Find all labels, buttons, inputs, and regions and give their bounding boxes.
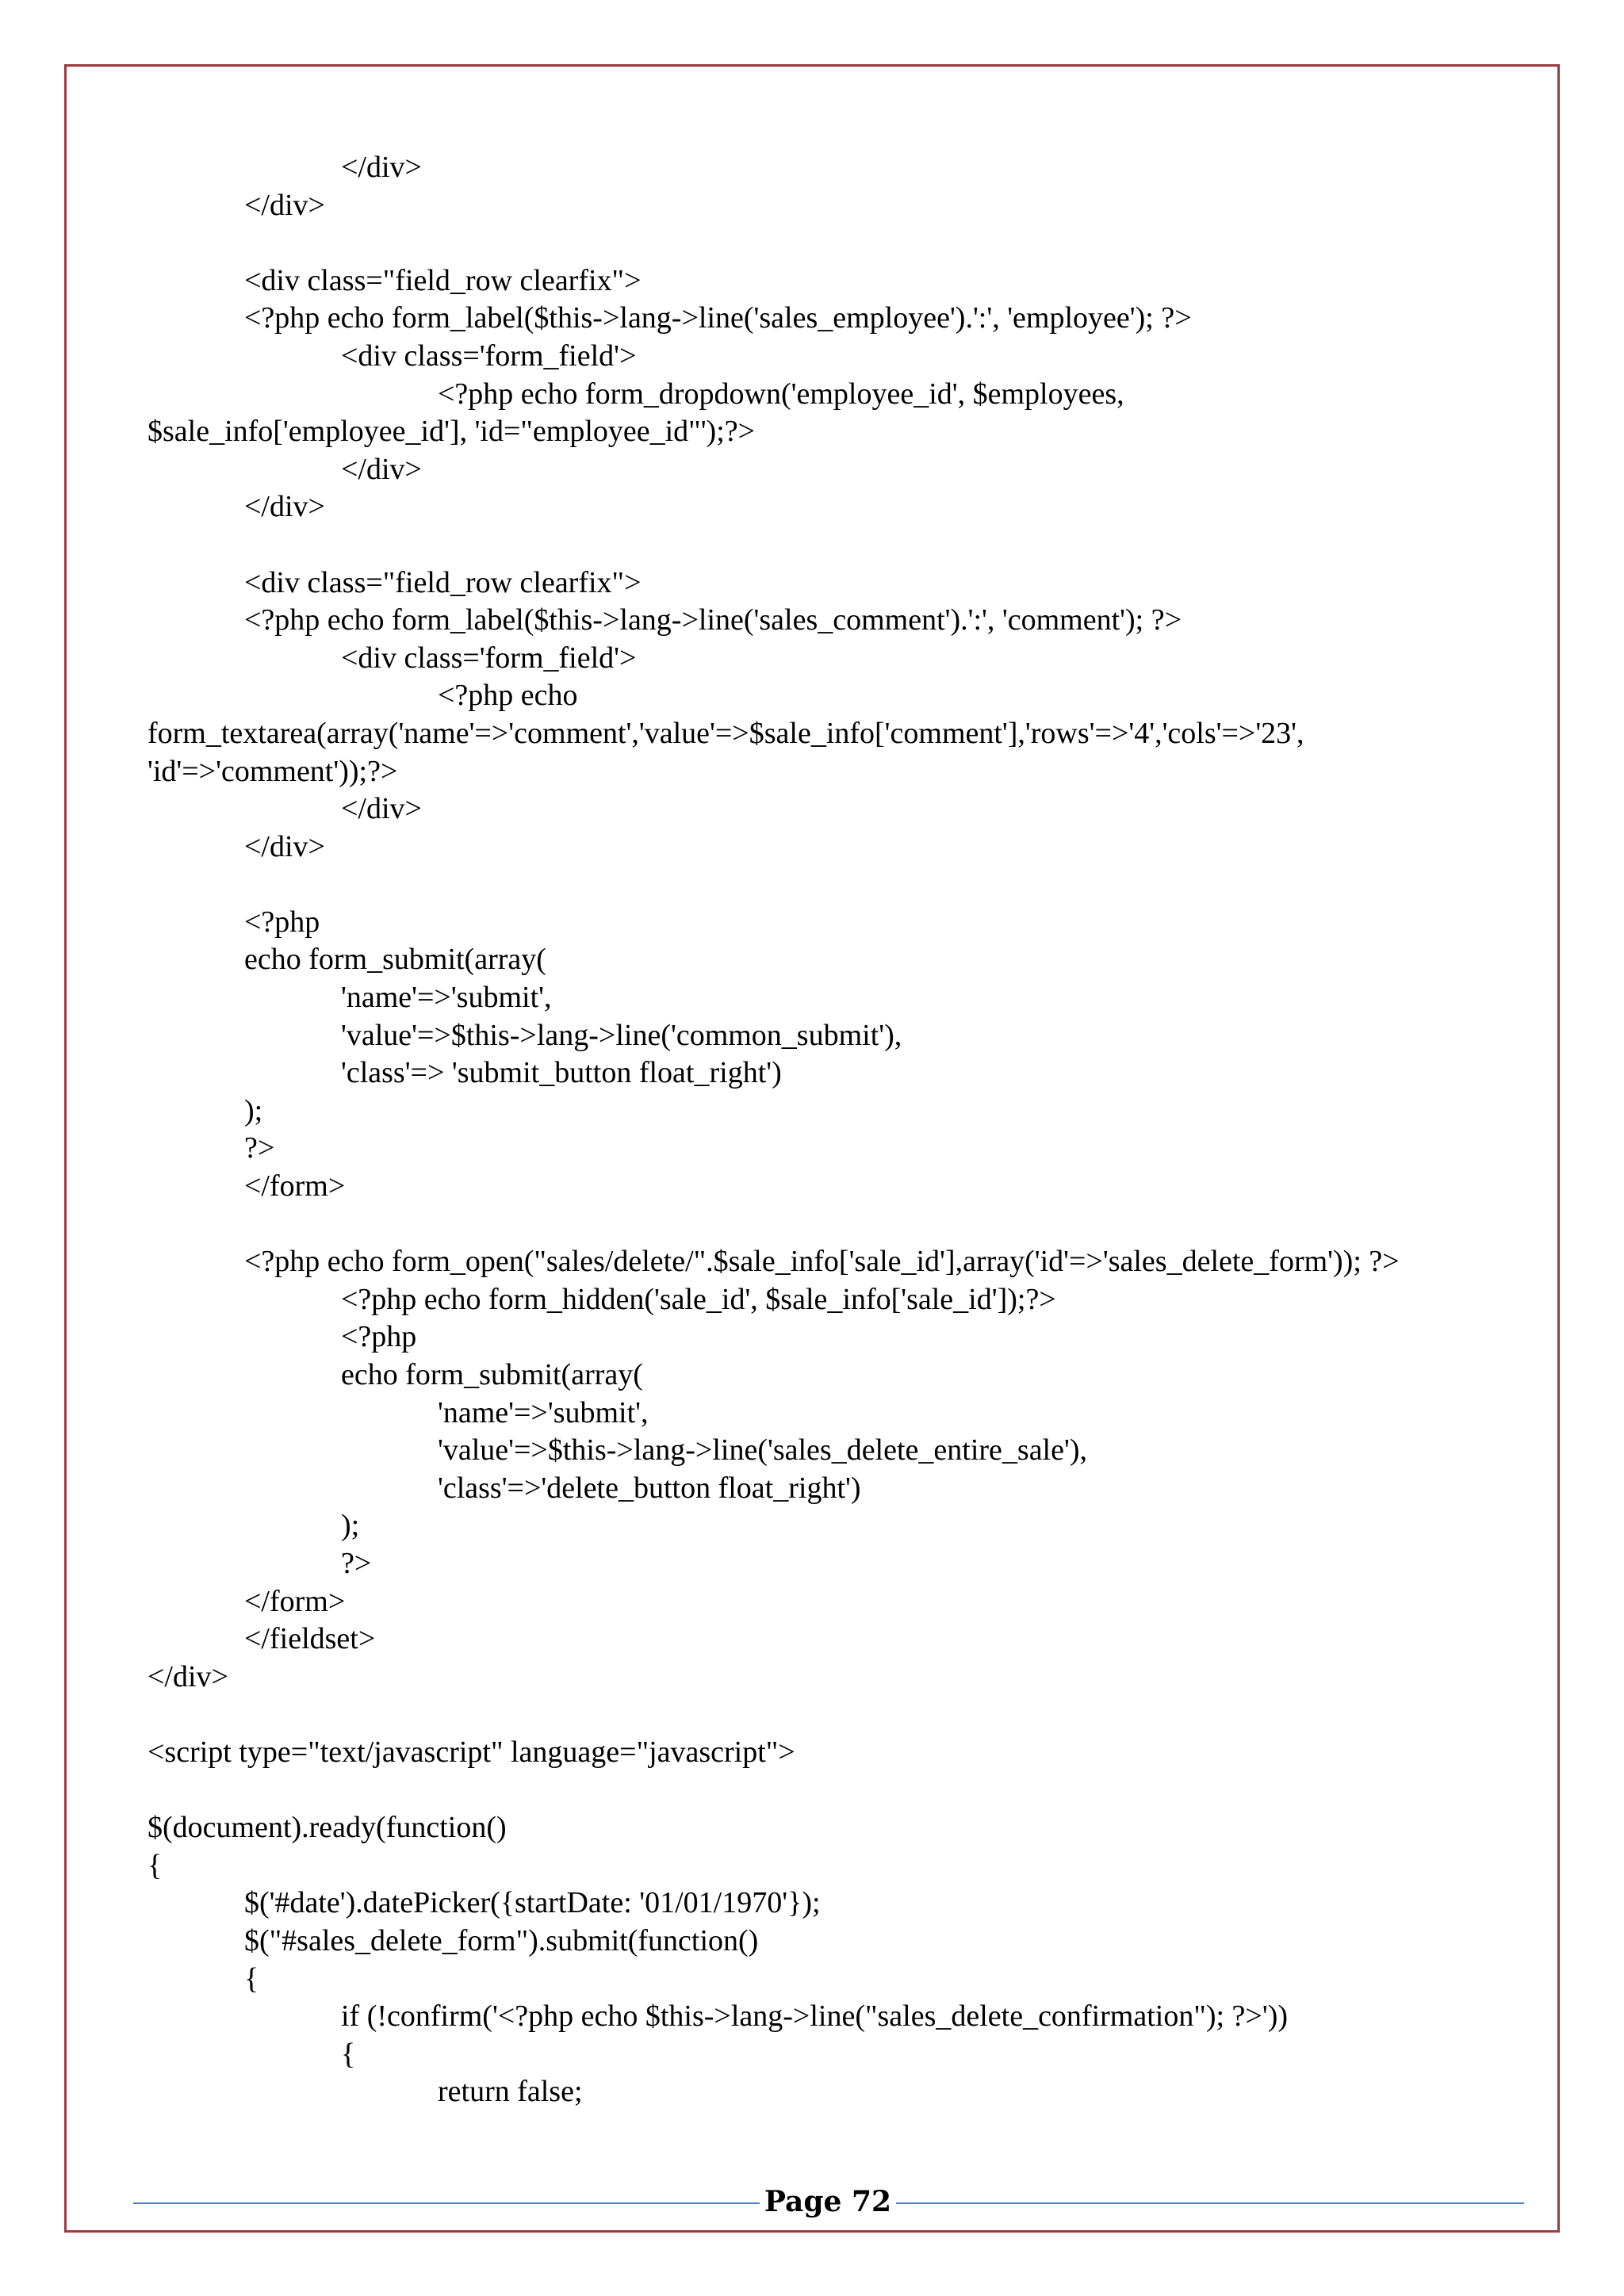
- code-line: [0, 866, 1624, 904]
- code-line-text: </div>: [341, 151, 422, 184]
- code-line: [0, 753, 1624, 791]
- code-line: [0, 1017, 1624, 1055]
- code-line: [0, 1054, 1624, 1093]
- code-line: [0, 1206, 1624, 1244]
- code-line: [0, 338, 1624, 376]
- code-line-text: );: [341, 1509, 360, 1543]
- code-line-text: <?php echo form_open("sales/delete/".$sale_info['sale_id'],array('id'=>'sales_delete_form')); ?>: [244, 1245, 1400, 1279]
- code-line: [0, 904, 1624, 942]
- code-line-text: </fieldset>: [244, 1622, 376, 1656]
- code-line-text: );: [244, 1093, 263, 1127]
- code-line: [0, 1696, 1624, 1734]
- code-line: [0, 790, 1624, 828]
- code-line-text: </div>: [244, 188, 325, 222]
- code-line-text: </div>: [341, 792, 422, 826]
- code-line-text: <?php echo form_label($this->lang->line('sales_employee').':', 'employee'); ?>: [244, 301, 1192, 335]
- code-line-text: {: [244, 1961, 259, 1996]
- code-line-text: <script type="text/javascript" language="javascript">: [147, 1735, 795, 1769]
- code-line-text: <?php echo form_dropdown('employee_id', $employees,: [438, 377, 1124, 411]
- code-line: [0, 262, 1624, 300]
- code-line: [0, 1432, 1624, 1470]
- code-line-text: <?php: [244, 905, 320, 939]
- code-line-text: <?php: [341, 1320, 417, 1354]
- code-line-text: echo form_submit(array(: [341, 1358, 643, 1391]
- code-line-text: </form>: [244, 1169, 346, 1203]
- code-line: [0, 1318, 1624, 1357]
- code-line-text: 'class'=>'delete_button float_right'): [438, 1471, 861, 1505]
- code-line-text: </div>: [244, 490, 325, 524]
- code-line: [0, 488, 1624, 526]
- code-line: [0, 224, 1624, 262]
- code-line: [0, 1847, 1624, 1885]
- code-line: [0, 1734, 1624, 1772]
- code-line-text: </div>: [341, 452, 422, 486]
- code-line: [0, 1885, 1624, 1923]
- code-line: [0, 376, 1624, 414]
- code-line-text: $('#date').datePicker({startDate: '01/01/1970'});: [244, 1886, 821, 1920]
- code-line: [0, 2073, 1624, 2111]
- code-line: [0, 300, 1624, 338]
- code-line: [0, 1243, 1624, 1281]
- code-line: [0, 451, 1624, 489]
- code-line-text: <?php echo form_hidden('sale_id', $sale_info['sale_id']);?>: [341, 1282, 1056, 1316]
- code-line: [0, 1961, 1624, 1999]
- code-line-text: $sale_info['employee_id'], 'id="employee_id"');?>: [147, 415, 756, 449]
- code-line-text: {: [147, 1848, 163, 1882]
- footer-rule-left: [133, 2202, 760, 2204]
- code-line-text: echo form_submit(array(: [244, 943, 546, 977]
- code-line: [0, 1659, 1624, 1697]
- code-line-text: 'class'=> 'submit_button float_right'): [341, 1056, 782, 1090]
- code-line: [0, 715, 1624, 753]
- code-line-text: 'name'=>'submit',: [341, 981, 552, 1015]
- code-line-text: form_textarea(array('name'=>'comment','value'=>$sale_info['comment'],'rows'=>'4','cols'=>'23',: [147, 716, 1304, 750]
- code-line: [0, 1168, 1624, 1206]
- code-line-text: ?>: [341, 1546, 372, 1580]
- code-line: [0, 1357, 1624, 1395]
- footer-rule-right: [896, 2202, 1524, 2204]
- code-line-text: {: [341, 2037, 356, 2071]
- code-line: [0, 413, 1624, 451]
- code-line-text: 'name'=>'submit',: [438, 1395, 649, 1429]
- code-line-text: </div>: [147, 1659, 228, 1693]
- code-line: [0, 1093, 1624, 1131]
- code-line-text: <div class='form_field'>: [341, 339, 637, 373]
- code-line-text: 'value'=>$this->lang->line('common_submit'),: [341, 1018, 902, 1052]
- code-line-text: <div class="field_row clearfix">: [244, 565, 642, 599]
- code-listing: [0, 149, 1624, 2111]
- code-line: [0, 828, 1624, 867]
- code-line: [0, 149, 1624, 187]
- code-line: [0, 564, 1624, 603]
- code-line: [0, 640, 1624, 678]
- code-line: [0, 1470, 1624, 1508]
- code-line-text: if (!confirm('<?php echo $this->lang->line("sales_delete_confirmation"); ?>')): [341, 1999, 1289, 2034]
- code-line-text: <div class='form_field'>: [341, 641, 637, 675]
- code-line: [0, 1923, 1624, 1961]
- code-line-text: $("#sales_delete_form").submit(function(): [244, 1923, 759, 1957]
- code-line: [0, 677, 1624, 715]
- code-line: [0, 1507, 1624, 1545]
- code-line: [0, 526, 1624, 564]
- code-line: [0, 1281, 1624, 1319]
- code-line-text: <div class="field_row clearfix">: [244, 263, 642, 297]
- code-line-text: </div>: [244, 829, 325, 863]
- code-line-text: 'value'=>$this->lang->line('sales_delete_entire_sale'),: [438, 1433, 1087, 1468]
- code-line-text: ?>: [244, 1131, 275, 1165]
- code-line: [0, 1621, 1624, 1659]
- code-line: [0, 602, 1624, 640]
- code-line: [0, 1809, 1624, 1847]
- code-line-text: <?php echo: [438, 679, 578, 713]
- page-number: Page 72: [764, 2185, 892, 2218]
- code-line: [0, 1998, 1624, 2036]
- code-line: [0, 941, 1624, 979]
- code-line-text: 'id'=>'comment'));?>: [147, 754, 398, 788]
- code-line: [0, 2036, 1624, 2074]
- code-line: [0, 187, 1624, 225]
- code-line: [0, 979, 1624, 1017]
- code-line-text: $(document).ready(function(): [147, 1811, 507, 1845]
- code-line: [0, 1130, 1624, 1168]
- code-line: [0, 1395, 1624, 1433]
- code-line-text: </form>: [244, 1584, 346, 1618]
- code-line: [0, 1545, 1624, 1583]
- code-line: [0, 1583, 1624, 1621]
- code-line-text: return false;: [438, 2075, 583, 2109]
- code-line: [0, 1772, 1624, 1810]
- code-line-text: <?php echo form_label($this->lang->line('sales_comment').':', 'comment'); ?>: [244, 603, 1182, 637]
